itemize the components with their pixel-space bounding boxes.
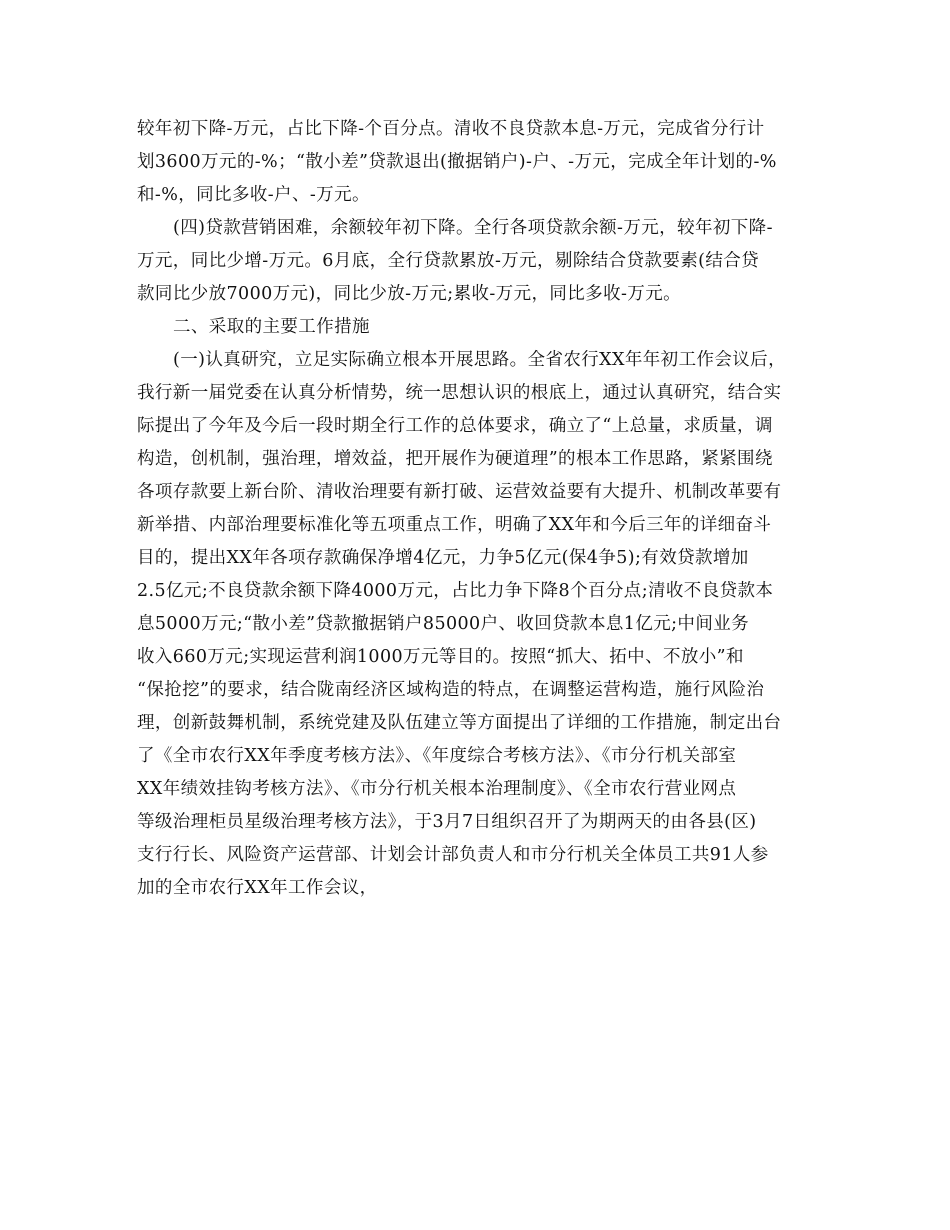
text-line: 理，创新鼓舞机制，系统党建及队伍建立等方面提出了详细的工作措施，制定出台 <box>137 713 782 733</box>
text-line: “保抢挖”的要求，结合陇南经济区域构造的特点，在调整运营构造，施行风险治 <box>137 680 765 700</box>
text-line: 二、采取的主要工作措施 <box>173 317 370 337</box>
text-line: 新举措、内部治理要标准化等五项重点工作，明确了XX年和今后三年的详细奋斗 <box>137 515 772 535</box>
text-line: 等级治理柜员星级治理考核方法》，于3月7日组织召开了为期两天的由各县(区) <box>137 812 757 832</box>
text-line: 收入660万元;实现运营利润1000万元等目的。按照“抓大、拓中、不放小”和 <box>137 647 744 667</box>
text-line: 了《全市农行XX年季度考核方法》、《年度综合考核方法》、《市分行机关部室 <box>137 746 737 766</box>
text-line: 支行行长、风险资产运营部、计划会计部负责人和市分行机关全体员工共91人参 <box>137 845 769 865</box>
text-line: 目的，提出XX年各项存款确保净增4亿元，力争5亿元(保4争5);有效贷款增加 <box>137 548 749 568</box>
text-line: 2.5亿元;不良贷款余额下降4000万元，占比力争下降8个百分点;清收不良贷款本 <box>137 581 774 601</box>
text-line: 和-%，同比多收-户、-万元。 <box>137 185 370 205</box>
text-line: 款同比少放7000万元)，同比少放-万元;累收-万元，同比多收-万元。 <box>137 284 681 304</box>
text-line: 划3600万元的-%；“散小差”贷款退出(撤据销户)-户、-万元，完成全年计划的-% <box>137 152 777 172</box>
text-line: 息5000万元;“散小差”贷款撤据销户85000户、收回贷款本息1亿元;中间业务 <box>137 614 750 634</box>
document-body <box>137 113 837 905</box>
text-line: (四)贷款营销困难，余额较年初下降。全行各项贷款余额-万元，较年初下降- <box>173 218 773 238</box>
text-line: 加的全市农行XX年工作会议， <box>137 878 378 898</box>
text-line: 际提出了今年及今后一段时期全行工作的总体要求，确立了“上总量，求质量，调 <box>137 416 773 436</box>
text-line: (一)认真研究，立足实际确立根本开展思路。全省农行XX年年初工作会议后， <box>173 350 786 370</box>
text-line: 较年初下降-万元，占比下降-个百分点。清收不良贷款本息-万元，完成省分行计 <box>137 119 765 139</box>
text-line: 我行新一届党委在认真分析情势，统一思想认识的根底上，通过认真研究，结合实 <box>137 383 782 403</box>
text-line: 构造，创机制，强治理，增效益，把开展作为硬道理”的根本工作思路，紧紧围绕 <box>137 449 773 469</box>
text-line: 万元，同比少增-万元。6月底，全行贷款累放-万元，剔除结合贷款要素(结合贷 <box>137 251 760 271</box>
text-line: XX年绩效挂钩考核方法》、《市分行机关根本治理制度》、《全市农行营业网点 <box>137 779 737 799</box>
text-line: 各项存款要上新台阶、清收治理要有新打破、运营效益要有大提升、机制改革要有 <box>137 482 782 502</box>
